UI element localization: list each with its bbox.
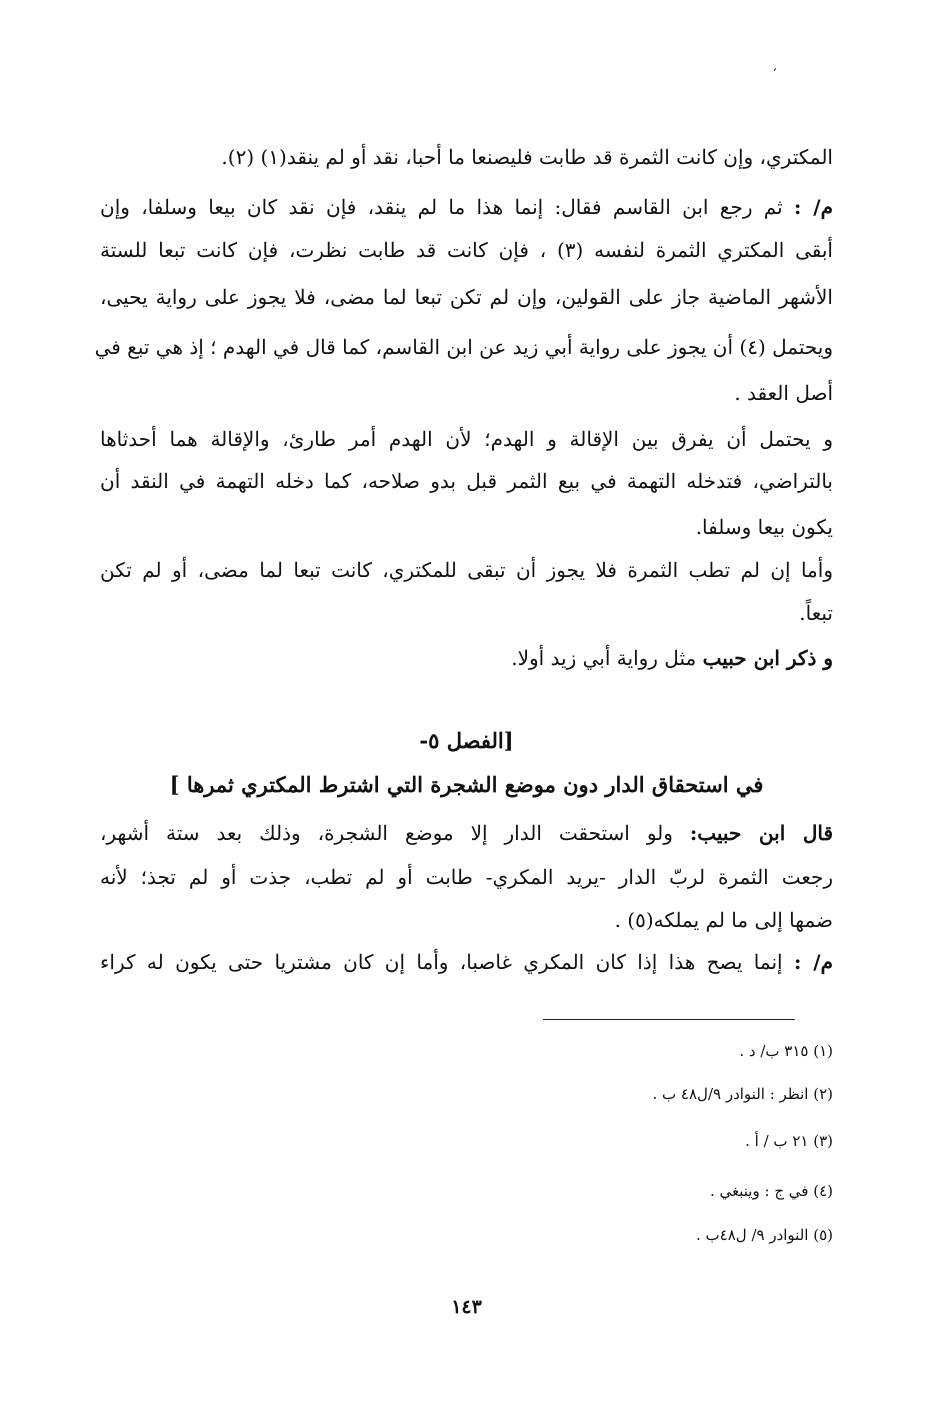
commentary-label: م/ :: [794, 195, 833, 219]
text-span: ثم رجع ابن القاسم فقال: إنما هذا ما لم ينقد، فإن نقد كان بيعا وسلفا، وإن: [100, 195, 783, 219]
text-line: أبقى المكتري الثمرة لنفسه (٣) ، فإن كانت قد طابت نظرت، فإن كانت تبعا للستة: [100, 238, 833, 262]
text-line: يكون بيعا وسلفا.: [695, 515, 833, 539]
footnote: (٣) ٢١ ب / أ .: [745, 1132, 833, 1150]
text-line: [100, 947, 833, 977]
section-subtitle: في استحقاق الدار دون موضع الشجرة التي اشترط المكتري ثمرها ]: [169, 772, 764, 797]
text-line: وأما إن لم تطب الثمرة فلا يجوز أن تبقى للمكتري، كانت تبعا لما مضى، أو لم تكن: [100, 558, 833, 582]
text-line: الأشهر الماضية جاز على القولين، وإن لم تكن تبعا لما مضى، فلا يجوز على رواية يحيى،: [100, 285, 833, 309]
text-line: [511, 643, 833, 673]
footnote-divider: [543, 1019, 795, 1020]
footnote: (٥) النوادر ٩/ ل٤٨ب .: [695, 1226, 833, 1244]
section-title: [الفصل ٥-: [419, 728, 514, 753]
text-line: أصل العقد .: [734, 381, 833, 405]
text-line: و يحتمل أن يفرق بين الإقالة و الهدم؛ لأن الهدم أمر طارئ، والإقالة هما أحدثاها: [100, 427, 833, 451]
text-span: إنما يصح هذا إذا كان المكري غاصبا، وأما إن كان مشتريا حتى يكون له كراء: [100, 950, 783, 974]
footnote: (٢) انظر : النوادر ٩/ل٤٨ ب .: [652, 1085, 833, 1103]
text-line: تبعاً.: [799, 601, 833, 625]
corner-mark: ٬: [773, 66, 777, 80]
bold-phrase: و ذكر ابن حبيب: [702, 646, 833, 670]
commentary-label: م/ :: [793, 950, 833, 974]
text-line: [100, 192, 833, 222]
text-line: المكتري، وإن كانت الثمرة قد طابت فليصنعا ما أحبا، نقد أو لم ينقد(١) (٢).: [221, 145, 833, 169]
footnote: (٤) في ج : وينبغي .: [709, 1182, 833, 1200]
text-line: ويحتمل (٤) أن يجوز على رواية أبي زيد عن ابن القاسم، كما قال في الهدم ؛ إذ هي تبع في: [94, 335, 833, 359]
text-span: مثل رواية أبي زيد أولا.: [511, 646, 697, 670]
page-number: ١٤٣: [451, 1296, 482, 1318]
text-line: رجعت الثمرة لربّ الدار -يريد المكري- طابت أو لم تطب، جذت أو لم تجذ؛ لأنه: [100, 865, 833, 889]
text-line: بالتراضي، فتدخله التهمة في بيع الثمر قبل بدو صلاحه، كما دخله التهمة في النقد أن: [100, 469, 833, 493]
text-span: ولو استحقت الدار إلا موضع الشجرة، وذلك بعد ستة أشهر،: [100, 821, 673, 845]
footnote: (١) ٣١٥ ب/ د .: [739, 1042, 833, 1060]
speaker-label: قال ابن حبيب:: [689, 821, 833, 845]
text-line: ضمها إلى ما لم يملكه(٥) .: [614, 908, 833, 932]
text-line: [100, 818, 833, 848]
